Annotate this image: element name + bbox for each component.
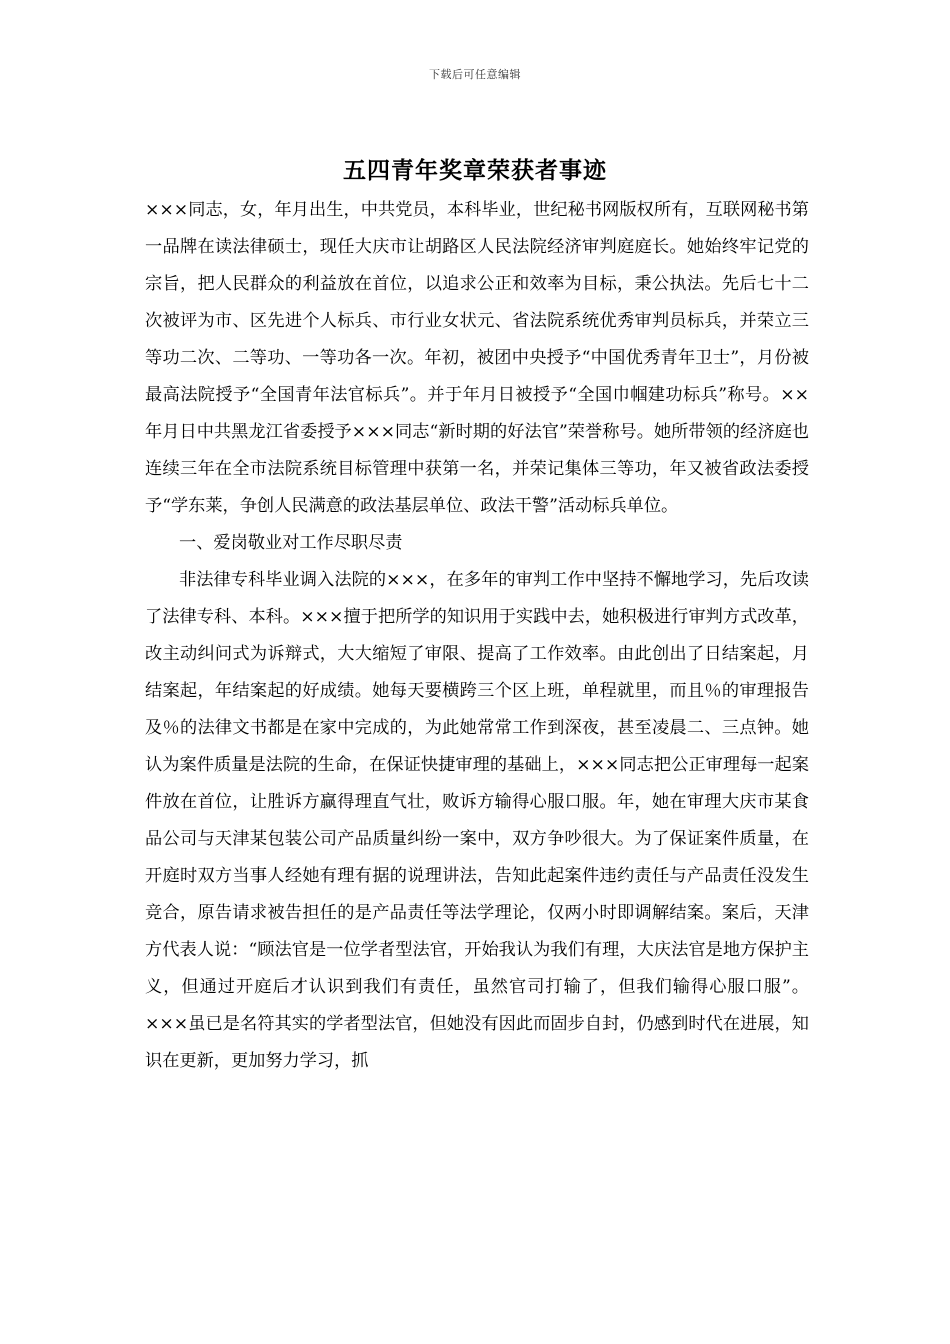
paragraph-section-1: 非法律专科毕业调入法院的×××，在多年的审判工作中坚持不懈地学习，先后攻读了法律专科、本科。×××擅于把所学的知识用于实践中去，她积极进行审判方式改革，改主动纠问式为诉辩式，大大缩短了审限、提高了工作效率。由此创出了日结案起，月结案起，年结案起的好成绩。她每天要横跨三个区上班，单程就里，而且％的审理报告及％的法律文书都是在家中完成的，为此她常常工作到深夜，甚至凌晨二、三点钟。她认为案件质量是法院的生命，在保证快捷审理的基础上，×××同志把公正审理每一起案件放在首位，让胜诉方赢得理直气壮，败诉方输得心服口服。年，她在审理大庆市某食品公司与天津某包装公司产品质量纠纷一案中，双方争吵很大。为了保证案件质量，在开庭时双方当事人经她有理有据的说理讲法，告知此起案件违约责任与产品责任没发生竞合，原告请求被告担任的是产品责任等法学理论，仅两小时即调解结案。案后，天津方代表人说：“顾法官是一位学者型法官，开始我认为我们有理，大庆法官是地方保护主义，但通过开庭后才认识到我们有责任，虽然官司打输了，但我们输得心服口服”。×××虽已是名符其实的学者型法官，但她没有因此而固步自封，仍感到时代在进展，知识在更新，更加努力学习，抓 xyxy=(145,570,809,1071)
document-title: 五四青年奖章荣获者事迹 xyxy=(343,157,607,184)
section-heading-1: 一、爱岗敬业对工作尽职尽责 xyxy=(179,533,403,553)
document-body xyxy=(145,192,809,1080)
header-note: 下载后可任意编辑 xyxy=(429,68,521,81)
paragraph-intro: ×××同志，女，年月出生，中共党员，本科毕业，世纪秘书网版权所有，互联网秘书第一品牌在读法律硕士，现任大庆市让胡路区人民法院经济审判庭庭长。她始终牢记党的宗旨，把人民群众的利益放在首位，以追求公正和效率为目标，秉公执法。先后七十二次被评为市、区先进个人标兵、市行业女状元、省法院系统优秀审判员标兵，并荣立三等功二次、二等功、一等功各一次。年初，被团中央授予“中国优秀青年卫士”，月份被最高法院授予“全国青年法官标兵”。并于年月日被授予“全国巾帼建功标兵”称号。××年月日中共黑龙江省委授予×××同志“新时期的好法官”荣誉称号。她所带领的经济庭也连续三年在全市法院系统目标管理中获第一名，并荣记集体三等功，年又被省政法委授予“学东莱，争创人民满意的政法基层单位、政法干警”活动标兵单位。 xyxy=(145,200,809,516)
